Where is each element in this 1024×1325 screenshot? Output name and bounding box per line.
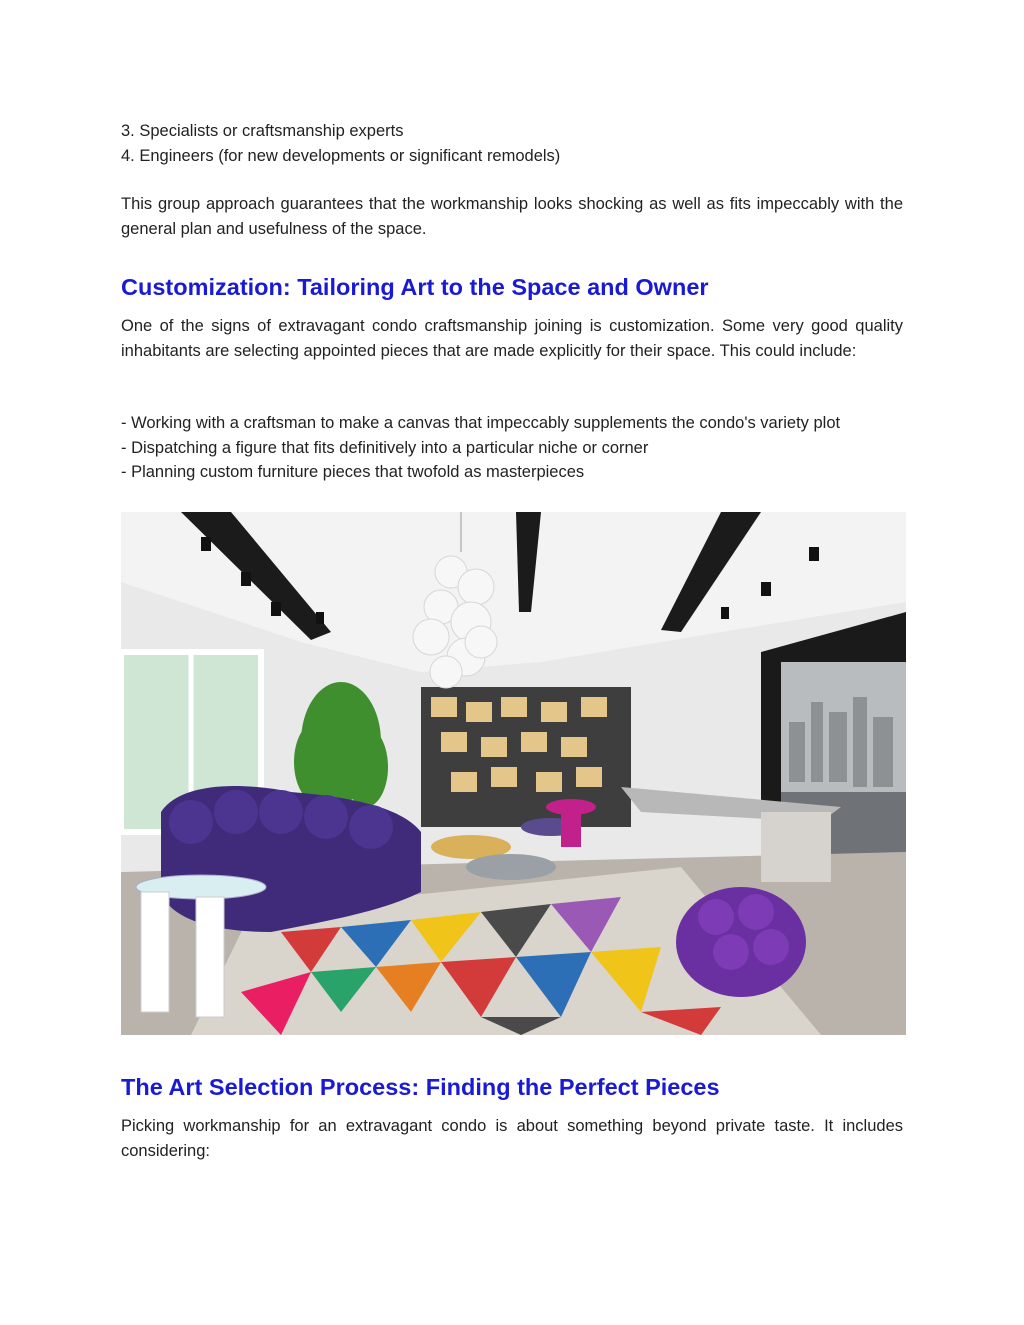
list-item: - Dispatching a figure that fits definitively into a particular niche or corner	[121, 438, 649, 457]
section-paragraph: Picking workmanship for an extravagant condo is about something beyond private taste. It includes considering:	[121, 1117, 903, 1160]
section-heading: The Art Selection Process: Finding the Perfect Pieces	[121, 1074, 720, 1100]
section-1-heading-block	[121, 272, 903, 302]
section-paragraph: One of the signs of extravagant condo craftsmanship joining is customization. Some very good quality inhabitants are selecting appointed pieces that are made explicitly for their space. This could include:	[121, 317, 903, 360]
section-2-heading-block	[121, 1072, 903, 1102]
intro-paragraph: This group approach guarantees that the workmanship looks shocking as well as fits impeccably with the general plan and usefulness of the space.	[121, 195, 903, 238]
interior-photo	[121, 512, 906, 1035]
list-item: 3. Specialists or craftsmanship experts	[121, 122, 404, 140]
list-item: - Working with a craftsman to make a canvas that impeccably supplements the condo's variety plot	[121, 414, 841, 432]
section-heading: Customization: Tailoring Art to the Space and Owner	[121, 274, 709, 300]
section-1-bullets	[121, 411, 903, 485]
section-1-paragraph-block	[121, 314, 903, 363]
intro-list	[121, 119, 903, 168]
list-item: 4. Engineers (for new developments or significant remodels)	[121, 146, 561, 165]
list-item: - Planning custom furniture pieces that twofold as masterpieces	[121, 463, 585, 481]
intro-paragraph-block	[121, 192, 903, 241]
section-2-paragraph-block	[121, 1114, 903, 1163]
